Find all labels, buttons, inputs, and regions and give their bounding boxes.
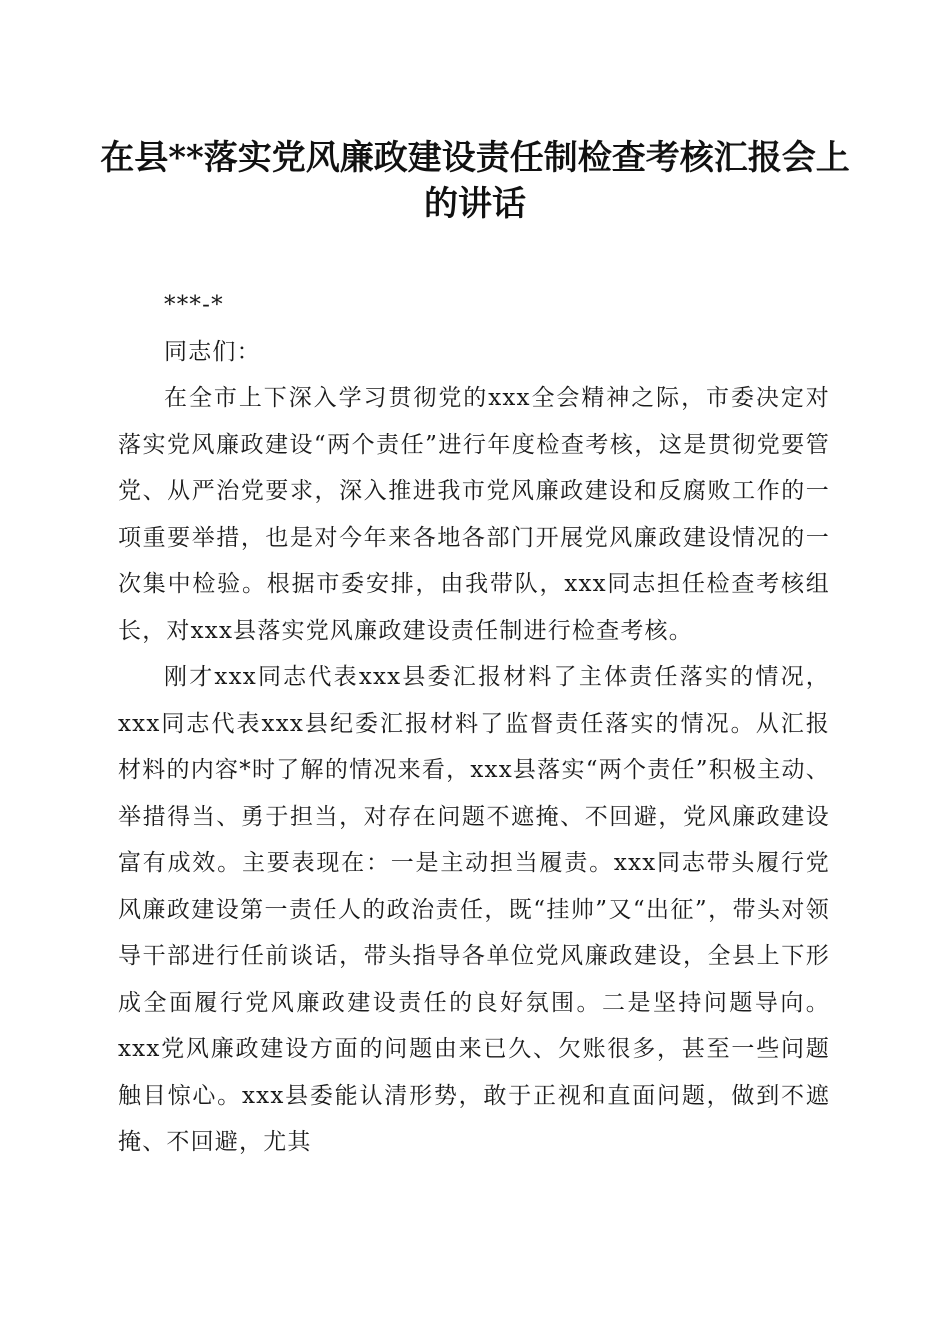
author-line: ***-* [164, 292, 224, 318]
salutation: 同志们： [164, 338, 261, 365]
paragraph-1: 在全市上下深入学习贯彻党的xxx全会精神之际，市委决定对落实党风廉政建设“两个责任”进行年度检查考核，这是贯彻党要管党、从严治党要求，深入推进我市党风廉政建设和反腐败工作的一项重要举措，也是对今年来各地各部门开展党风廉政建设情况的一次集中检验。根据市委安排，由我带队，xxx同志担任检查考核组长，对xxx县落实党风廉政建设责任制进行检查考核。 [118, 385, 830, 644]
document-title: 在县**落实党风廉政建设责任制检查考核汇报会上的讲话 [100, 138, 850, 224]
paragraph-2: 刚才xxx同志代表xxx县委汇报材料了主体责任落实的情况，xxx同志代表xxx县纪委汇报材料了监督责任落实的情况。从汇报材料的内容*时了解的情况来看，xxx县落实“两个责任”积极主动、举措得当、勇于担当，对存在问题不遮掩、不回避，党风廉政建设富有成效。主要表现在：一是主动担当履责。xxx同志带头履行党风廉政建设第一责任人的政治责任，既“挂帅”又“出征”，带头对领导干部进行任前谈话，带头指导各单位党风廉政建设，全县上下形成全面履行党风廉政建设责任的良好氛围。二是坚持问题导向。xxx党风廉政建设方面的问题由来已久、欠账很多，甚至一些问题触目惊心。xxx县委能认清形势，敢于正视和直面问题，做到不遮掩、不回避，尤其 [118, 664, 830, 1155]
document-body [118, 282, 830, 1166]
